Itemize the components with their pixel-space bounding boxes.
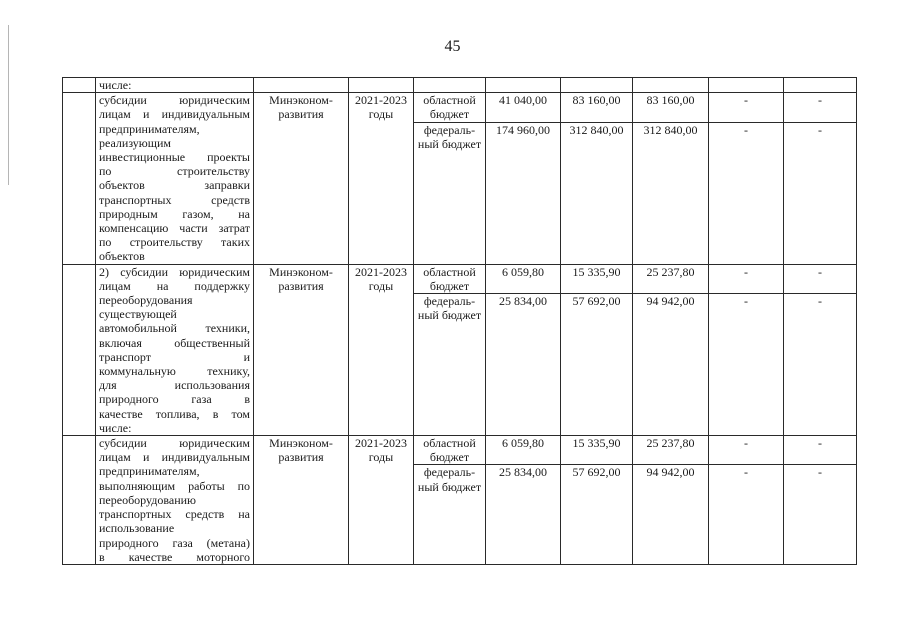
description-line: природного газа в [99,392,250,407]
description-line: переоборудования [99,293,193,308]
continuation-row [63,78,857,93]
funding-source-cell: областной бюджет [414,93,486,122]
note-value: - [784,465,857,564]
row-number-cell [63,436,96,565]
description-line: автомобильной техники, [99,321,250,336]
note-value: - [784,294,857,436]
description-line: реализующим [99,135,172,150]
row-number-cell [63,264,96,435]
description-line: по строительству [99,164,250,179]
description-cell [96,436,254,565]
description-line: включая общественный [99,335,250,350]
funding-source-cell: федераль-ный бюджет [414,122,486,264]
table-cell [63,78,96,93]
program-table [62,77,857,565]
year2-value: 83 160,00 [633,93,709,122]
note-value: - [784,122,857,264]
description-line: природным газом, на [99,206,250,221]
year3-value: - [709,264,784,293]
description-line: транспортных средств на [99,507,250,522]
description-line: субсидии юридическим [99,436,250,451]
description-line: использование [99,521,175,536]
year3-value: - [709,465,784,564]
executor-cell: Минэконом-развития [254,93,349,264]
description-line: инвестиционные проекты [99,150,250,165]
description-line: транспорт и [99,349,250,364]
description-line: коммунальную технику, [99,364,250,379]
table-row [63,264,857,293]
year3-value: - [709,294,784,436]
table-cell [349,78,414,93]
description-line: по строительству таких [99,235,250,250]
description-line: субсидии юридическим [99,93,250,108]
description-line: объектов заправки [99,178,250,193]
year3-value: - [709,122,784,264]
year1-value: 312 840,00 [561,122,633,264]
description-line: переоборудованию [99,492,197,507]
description-line: числе: [99,420,132,435]
note-value: - [784,436,857,465]
table-cell [414,78,486,93]
table-cell [486,78,561,93]
description-line: предпринимателям, [99,121,200,136]
year2-value: 94 942,00 [633,294,709,436]
year2-value: 25 237,80 [633,436,709,465]
total-value: 25 834,00 [486,465,561,564]
period-cell: 2021-2023 годы [349,93,414,264]
table-cell [633,78,709,93]
total-value: 6 059,80 [486,436,561,465]
year3-value: - [709,436,784,465]
total-value: 41 040,00 [486,93,561,122]
year2-value: 94 942,00 [633,465,709,564]
description-line: 2) субсидии юридическим [99,264,250,279]
description-line: для использования [99,378,250,393]
note-value: - [784,264,857,293]
year1-value: 57 692,00 [561,465,633,564]
total-value: 174 960,00 [486,122,561,264]
funding-source-cell: федераль-ный бюджет [414,465,486,564]
year2-value: 25 237,80 [633,264,709,293]
description-line: предпринимателям, [99,464,200,479]
description-line: в качестве моторного [99,549,250,564]
executor-cell: Минэконом-развития [254,436,349,565]
period-cell: 2021-2023 годы [349,264,414,435]
period-cell: 2021-2023 годы [349,436,414,565]
executor-cell: Минэконом-развития [254,264,349,435]
year2-value: 312 840,00 [633,122,709,264]
description-line: лицам и индивидуальным [99,107,250,122]
description-line: транспортных средств [99,192,250,207]
description-cell [96,264,254,435]
description-line: объектов [99,249,145,264]
table-cell [784,78,857,93]
funding-source-cell: федераль-ный бюджет [414,294,486,436]
row-number-cell [63,93,96,264]
description-line: выполняющим работы по [99,478,250,493]
description-line: природного газа (метана) [99,535,250,550]
funding-source-cell: областной бюджет [414,436,486,465]
total-value: 25 834,00 [486,294,561,436]
description-line: лицам на поддержку [99,278,250,293]
description-line: компенсацию части затрат [99,221,250,236]
table-row [63,436,857,465]
description-line: качестве топлива, в том [99,406,250,421]
table-cell [709,78,784,93]
year1-value: 57 692,00 [561,294,633,436]
table-row [63,93,857,122]
year1-value: 15 335,90 [561,436,633,465]
funding-source-cell: областной бюджет [414,264,486,293]
total-value: 6 059,80 [486,264,561,293]
year1-value: 15 335,90 [561,264,633,293]
continuation-text: числе: [96,78,254,93]
note-value: - [784,93,857,122]
description-cell [96,93,254,264]
year3-value: - [709,93,784,122]
year1-value: 83 160,00 [561,93,633,122]
table-cell [561,78,633,93]
page-number: 45 [444,38,461,55]
description-line: лицам и индивидуальным [99,450,250,465]
description-line: существующей [99,307,177,322]
table-cell [254,78,349,93]
